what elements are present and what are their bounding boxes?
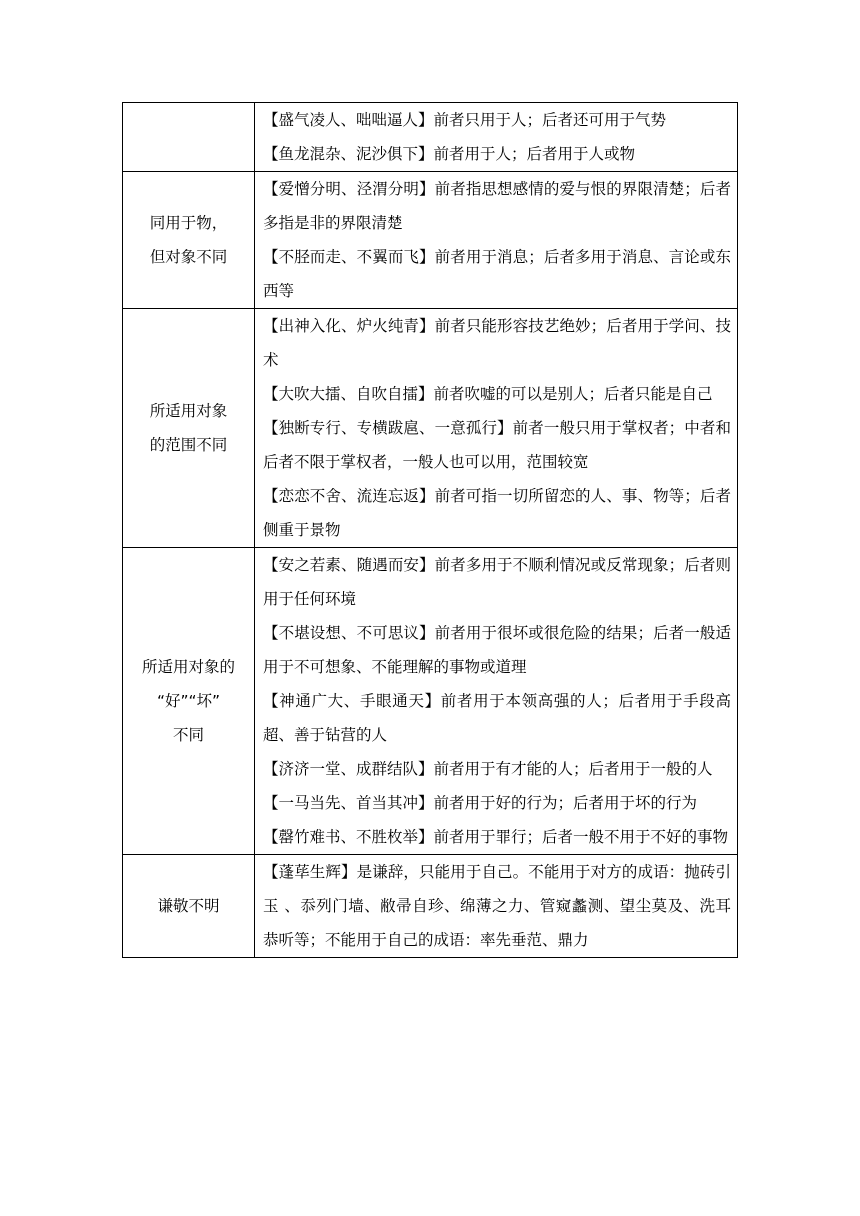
table-row (123, 548, 738, 855)
category-label: 但对象不同 (149, 248, 228, 266)
idiom-entry: 【恋恋不舍、流连忘返】前者可指一切所留恋的人、事、物等；后者侧重于景物 (263, 487, 731, 539)
idiom-entry: 【罄竹难书、不胜枚举】前者用于罪行；后者一般不用于不好的事物 (263, 828, 729, 846)
idiom-entry: 【盛气凌人、咄咄逼人】前者只用于人；后者还可用于气势 (263, 111, 667, 129)
idiom-entry: 【爱憎分明、泾渭分明】前者指思想感情的爱与恨的界限清楚；后者多指是非的界限清楚 (263, 180, 731, 232)
category-label: 谦敬不明 (157, 897, 220, 915)
idiom-entry: 【不堪设想、不可思议】前者用于很坏或很危险的结果；后者一般适用于不可想象、不能理解的事物或道理 (263, 624, 731, 676)
idiom-entry: 【鱼龙混杂、泥沙俱下】前者用于人；后者用于人或物 (263, 145, 636, 163)
idiom-entry: 【出神入化、炉火纯青】前者只能形容技艺绝妙；后者用于学问、技术 (263, 317, 731, 369)
category-cell (123, 309, 255, 548)
table-row (123, 309, 738, 548)
table-row (123, 172, 738, 309)
entries-cell (255, 103, 738, 172)
category-label: “好”“坏” (156, 692, 221, 710)
category-label: 所适用对象的 (141, 658, 235, 676)
idiom-entry: 【济济一堂、成群结队】前者用于有才能的人；后者用于一般的人 (263, 760, 713, 778)
entries-cell (255, 855, 738, 958)
category-label: 的范围不同 (149, 436, 228, 454)
idiom-entry: 【不胫而走、不翼而飞】前者用于消息；后者多用于消息、言论或东西等 (263, 248, 731, 300)
category-label: 同用于物， (149, 214, 228, 232)
idiom-entry: 【神通广大、手眼通天】前者用于本领高强的人；后者用于手段高超、善于钻营的人 (263, 692, 731, 744)
idiom-entry: 【蓬荜生辉】是谦辞，只能用于自己。不能用于对方的成语：抛砖引玉 、忝列门墙、敝帚自珍、绵薄之力、管窥蠡测、望尘莫及、洗耳恭听等；不能用于自己的成语：率先垂范、鼎力 (263, 863, 731, 949)
idiom-entry: 【独断专行、专横跋扈、一意孤行】前者一般只用于掌权者；中者和后者不限于掌权者，一般人也可以用，范围较宽 (263, 419, 731, 471)
table-row (123, 855, 738, 958)
idiom-entry: 【安之若素、随遇而安】前者多用于不顺利情况或反常现象；后者则用于任何环境 (263, 556, 731, 608)
category-label: 所适用对象 (149, 402, 228, 420)
table-row (123, 103, 738, 172)
category-cell (123, 855, 255, 958)
category-cell (123, 548, 255, 855)
idiom-entry: 【一马当先、首当其冲】前者用于好的行为；后者用于坏的行为 (263, 794, 698, 812)
idiom-usage-table (122, 102, 738, 958)
entries-cell (255, 309, 738, 548)
idiom-entry: 【大吹大擂、自吹自擂】前者吹嘘的可以是别人；后者只能是自己 (263, 385, 713, 403)
category-cell (123, 172, 255, 309)
entries-cell (255, 548, 738, 855)
category-label: 不同 (172, 726, 204, 744)
category-cell (123, 103, 255, 172)
entries-cell (255, 172, 738, 309)
